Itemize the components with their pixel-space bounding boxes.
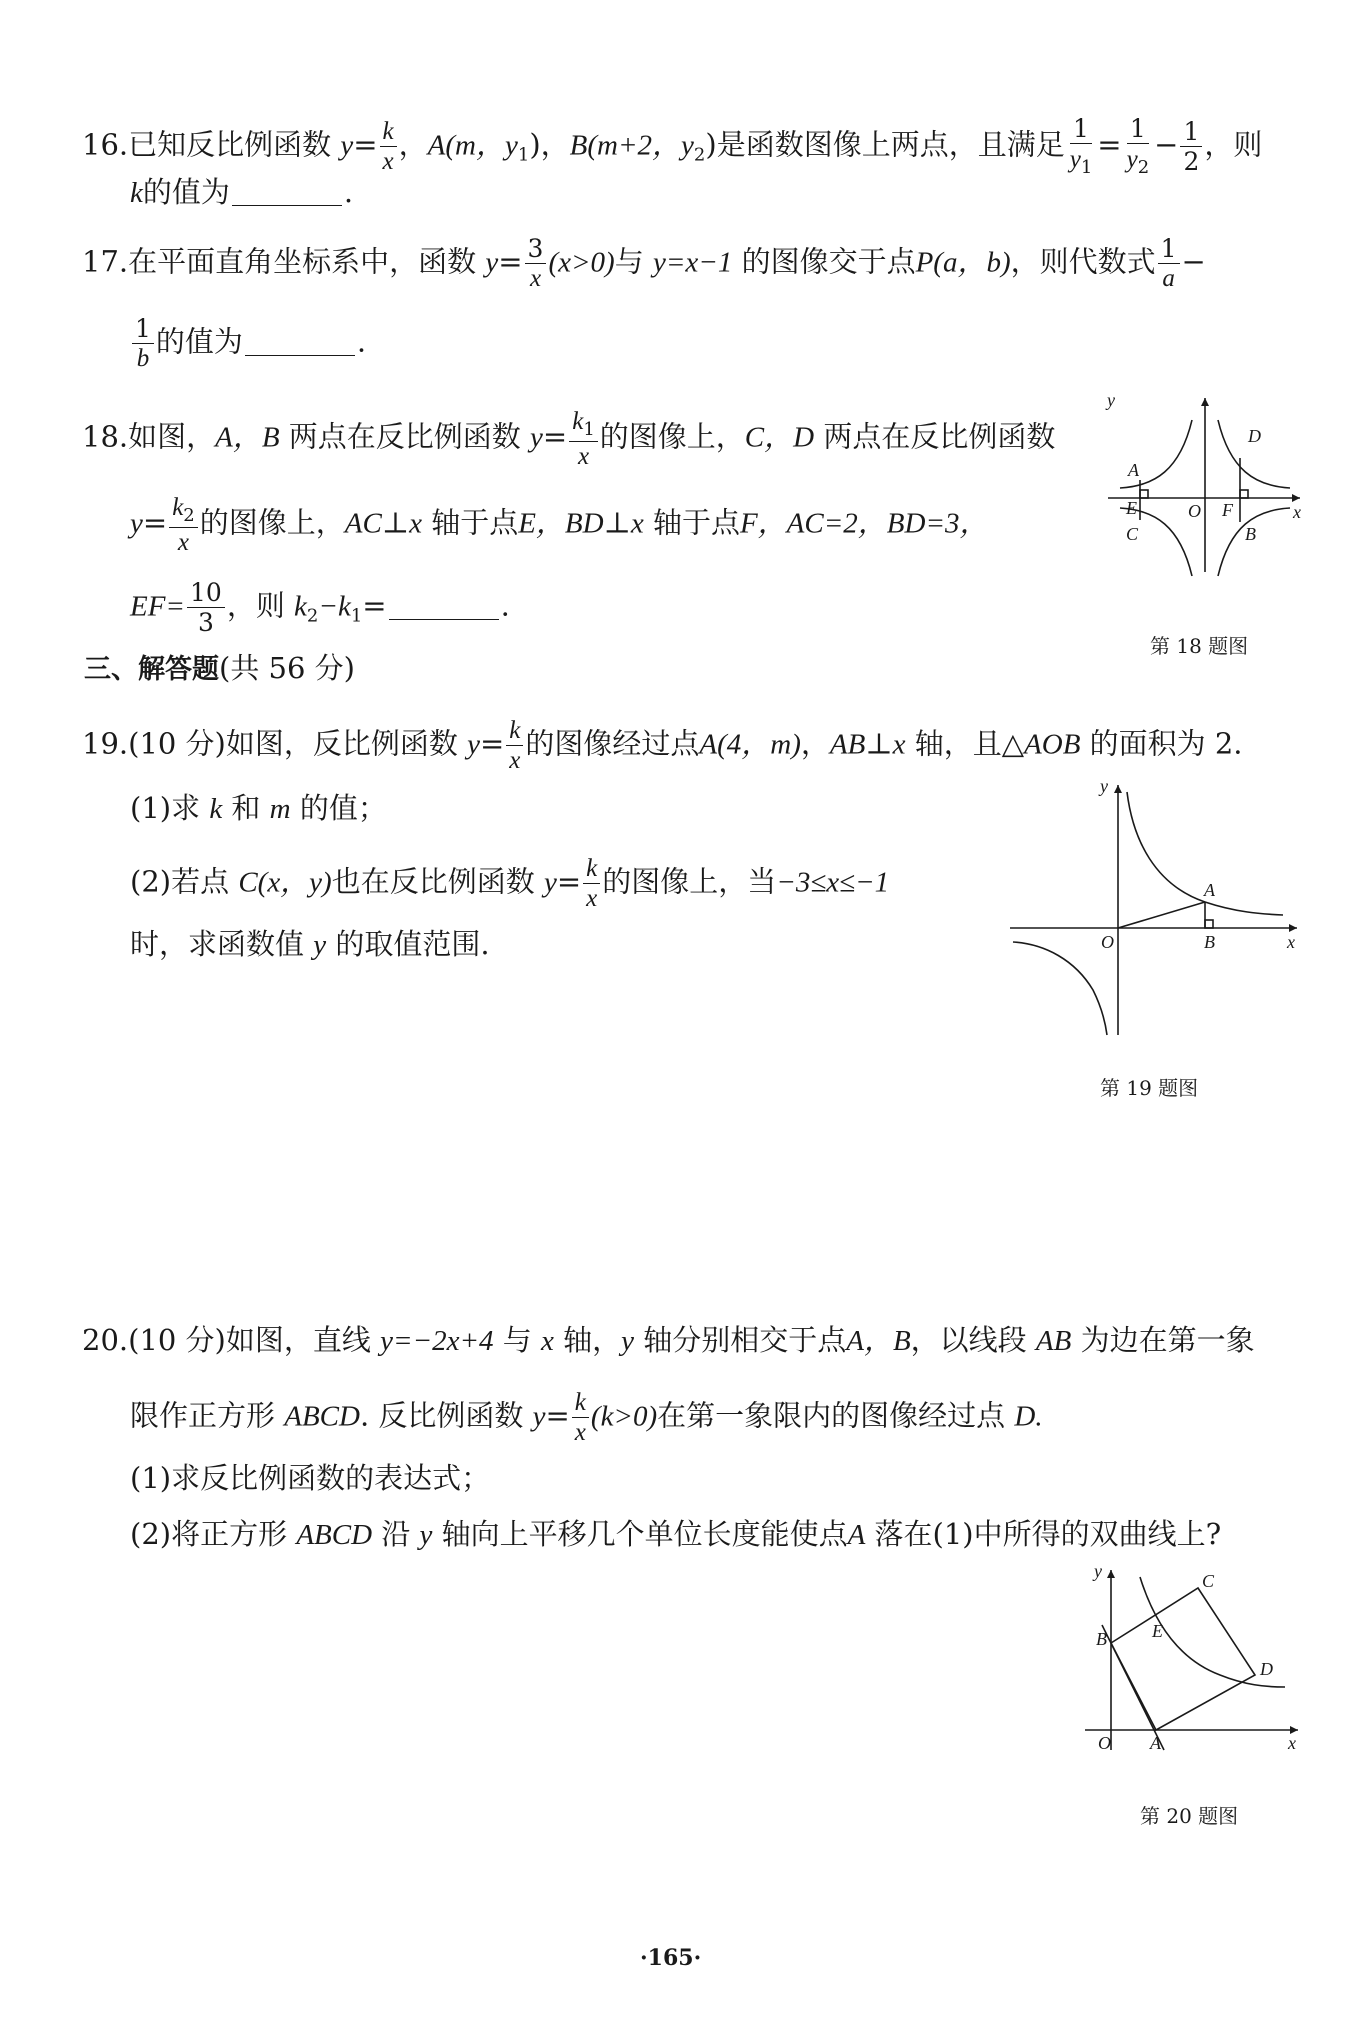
hidden-guide bbox=[1111, 1643, 1255, 1675]
x-axis-arrow bbox=[1292, 494, 1300, 502]
question-20-line-1: 20.(10 分)如图，直线 y=−2x+4 与 x 轴，y 轴分别相交于点A，B，以线段 AB 为边在第一象 bbox=[82, 1323, 1255, 1357]
question-score: (10 分) bbox=[128, 1323, 226, 1357]
axis-label-y: y bbox=[1094, 1565, 1102, 1581]
point-label-A: A bbox=[1150, 1733, 1161, 1753]
fraction-1-over-2: $\frac{1}{2}$ bbox=[1180, 119, 1202, 174]
origin-label: O bbox=[1098, 1733, 1111, 1753]
fraction-k-over-x: $\frac{k}{x}$ bbox=[583, 856, 600, 911]
origin-label: O bbox=[1101, 932, 1114, 952]
fraction-k-over-x: $\frac{k}{x}$ bbox=[380, 119, 397, 174]
question-score: (10 分) bbox=[128, 726, 226, 761]
right-angle-B bbox=[1205, 920, 1213, 928]
question-19-line-1: 19.(10 分)如图，反比例函数 y= $\frac{k}{x}$ 的图像经过点A(4，m)，AB⊥x 轴，且△AOB 的面积为 2. bbox=[82, 717, 1243, 774]
question-17-line-1: 17.在平面直角坐标系中，函数 y= $\frac{3}{x}$ (x>0)与 y=x−1 的图像交于点P(a，b)，则代数式 $\frac{1}{a}$ − bbox=[82, 234, 1206, 292]
fraction-1-over-a: $\frac{1}{a}$ bbox=[1158, 236, 1180, 291]
point-label-F: F bbox=[1222, 500, 1233, 520]
axis-label-x: x bbox=[1293, 502, 1301, 522]
curve-third-quadrant bbox=[1013, 942, 1107, 1035]
point-label-A: A bbox=[1128, 460, 1139, 480]
question-number: 18. bbox=[82, 419, 129, 454]
fraction-3-over-x: $\frac{3}{x}$ bbox=[525, 236, 547, 291]
figure-18-hyperbola-diagram bbox=[1100, 390, 1310, 580]
right-angle-E bbox=[1140, 490, 1148, 498]
axis-label-y: y bbox=[1100, 780, 1108, 796]
question-19-part-2-line-1: (2)若点 C(x，y)也在反比例函数 y= $\frac{k}{x}$ 的图像上，当−3≤x≤−1 bbox=[130, 855, 890, 912]
point-label-D: D bbox=[1260, 1659, 1273, 1679]
figure-19-hyperbola-diagram bbox=[1005, 780, 1305, 1040]
fraction-1-over-b: $\frac{1}{b}$ bbox=[132, 316, 154, 371]
page-number: ·165· bbox=[640, 1945, 702, 1971]
point-label-C: C bbox=[1126, 524, 1139, 544]
figure-18-caption: 第 18 题图 bbox=[1150, 634, 1249, 658]
fraction-k1-over-x: $\frac{k_1}{x}$ bbox=[569, 408, 598, 469]
fraction-10-over-3: $\frac{10}{3}$ bbox=[187, 580, 225, 635]
y-axis-arrow bbox=[1114, 785, 1122, 793]
question-19-part-2-line-2: 时，求函数值 y 的取值范围. bbox=[130, 927, 490, 961]
question-number: 16. bbox=[82, 127, 129, 162]
fraction-k-over-x: $\frac{k}{x}$ bbox=[572, 1390, 589, 1445]
section-title: 三、解答题 bbox=[84, 654, 219, 685]
right-angle-F bbox=[1240, 490, 1248, 498]
question-16-line-2: k的值为 . bbox=[130, 175, 354, 209]
answer-blank bbox=[245, 329, 355, 356]
question-16-line-1: 16.已知反比例函数 y= $\frac{k}{x}$ ，A(m，$y_1$)，B(m+2，$y_2$)是函数图像上两点，且满足 $\frac{1}{y_1}$ = $\frac{1}{y_2}$ − $\frac{1}{2}$ ，则 bbox=[82, 114, 1263, 178]
fraction-k2-over-x: $\frac{k_2}{x}$ bbox=[169, 494, 198, 555]
origin-label: O bbox=[1188, 501, 1201, 521]
question-number: 19. bbox=[82, 726, 129, 761]
question-number: 17. bbox=[82, 244, 129, 279]
segment-OA bbox=[1118, 902, 1205, 928]
square-ABCD bbox=[1111, 1588, 1255, 1730]
question-20-part-2: (2)将正方形 ABCD 沿 y 轴向上平移几个单位长度能使点A 落在(1)中所得的双曲线上? bbox=[130, 1517, 1222, 1551]
point-label-A: A bbox=[1204, 880, 1215, 900]
question-20-part-1: (1)求反比例函数的表达式； bbox=[130, 1461, 491, 1495]
q16-text: 已知反比例函数 bbox=[128, 127, 332, 162]
point-label-D: D bbox=[1248, 426, 1261, 446]
point-label-B: B bbox=[1204, 932, 1215, 952]
question-20-line-2: 限作正方形 ABCD. 反比例函数 y= $\frac{k}{x}$ (k>0)在第一象限内的图像经过点 D. bbox=[130, 1389, 1043, 1446]
fraction-1-over-y2: $\frac{1}{y_2}$ bbox=[1126, 114, 1150, 178]
figure-20-caption: 第 20 题图 bbox=[1140, 1804, 1239, 1828]
answer-blank bbox=[232, 179, 342, 206]
figure-19-caption: 第 19 题图 bbox=[1100, 1076, 1199, 1100]
section-3-heading bbox=[84, 648, 355, 690]
point-label-E: E bbox=[1126, 498, 1137, 518]
fraction-1-over-y1: $\frac{1}{y_1}$ bbox=[1069, 114, 1093, 178]
axis-label-x: x bbox=[1287, 932, 1295, 952]
question-17-line-2: $\frac{1}{b}$ 的值为 . bbox=[130, 316, 366, 371]
point-label-B: B bbox=[1245, 524, 1256, 544]
x-axis-arrow bbox=[1289, 924, 1297, 932]
figure-20-square-hyperbola-diagram bbox=[1080, 1565, 1305, 1755]
y-axis-arrow bbox=[1201, 398, 1209, 406]
question-18-line-1: 18.如图，A，B 两点在反比例函数 y= $\frac{k_1}{x}$ 的图像上，C，D 两点在反比例函数 bbox=[82, 408, 1056, 470]
question-number: 20. bbox=[82, 1323, 129, 1357]
question-18-line-2: y= $\frac{k_2}{x}$ 的图像上，AC⊥x 轴于点E，BD⊥x 轴于点F，AC=2，BD=3， bbox=[130, 494, 989, 556]
y-axis-arrow bbox=[1107, 1570, 1115, 1578]
section-points: (共 56 分) bbox=[219, 651, 355, 685]
point-label-E: E bbox=[1152, 1621, 1163, 1641]
axis-label-y: y bbox=[1107, 390, 1115, 410]
point-label-C: C bbox=[1202, 1571, 1215, 1591]
point-label-B: B bbox=[1096, 1629, 1107, 1649]
answer-blank bbox=[389, 593, 499, 620]
fraction-k-over-x: $\frac{k}{x}$ bbox=[506, 718, 523, 773]
question-19-part-1: (1)求 k 和 m 的值； bbox=[130, 791, 387, 825]
question-18-line-3: EF= $\frac{10}{3}$ ，则 $k_2-k_1=$ . bbox=[130, 578, 510, 637]
axis-label-x: x bbox=[1288, 1733, 1296, 1753]
